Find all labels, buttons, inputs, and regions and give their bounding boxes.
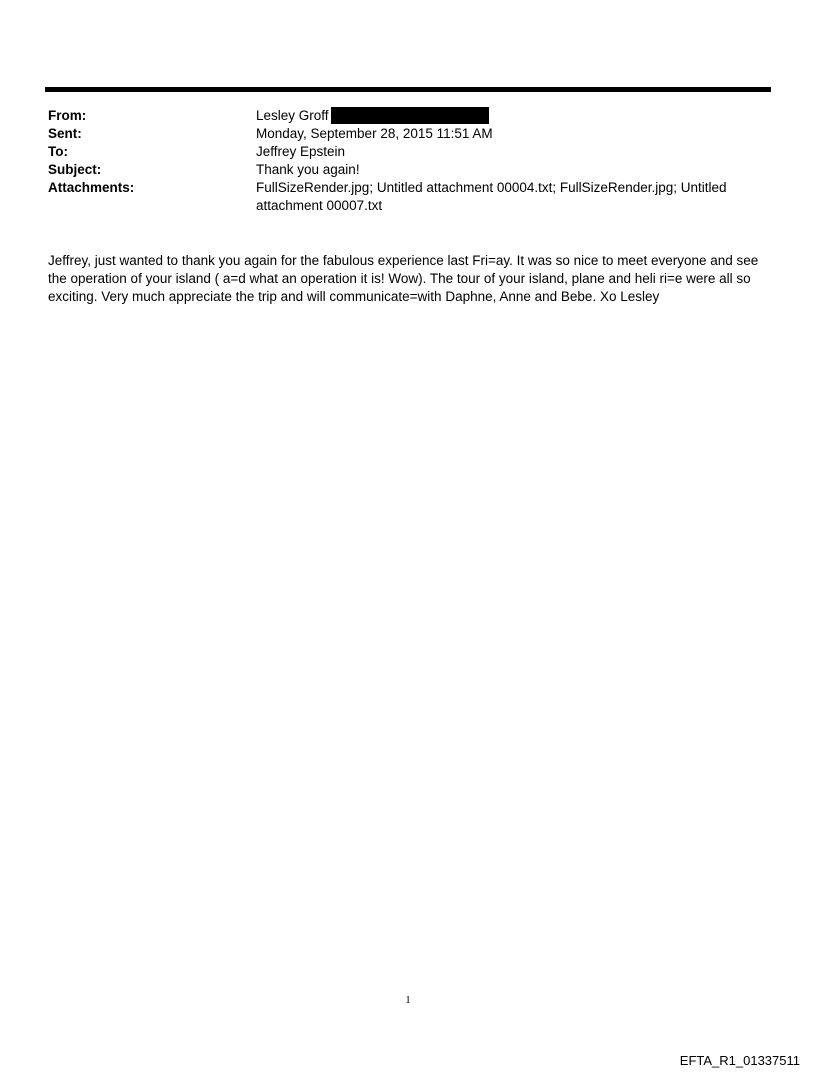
- to-value: Jeffrey Epstein: [256, 144, 346, 159]
- attachments-value: FullSizeRender.jpg; Untitled attachment 00004.txt; FullSizeRender.jpg; Untitled attachment 00007.txt: [256, 180, 727, 213]
- sent-value: Monday, September 28, 2015 11:51 AM: [256, 126, 493, 141]
- from-value-cell: [256, 107, 770, 125]
- document-id: EFTA_R1_01337511: [679, 1053, 800, 1068]
- header-row-to: [48, 143, 770, 161]
- page-number: 1: [405, 994, 411, 1006]
- subject-label: Subject:: [48, 162, 102, 177]
- header-divider: [45, 87, 771, 92]
- from-value: Lesley Groff: [256, 108, 329, 123]
- from-label: From:: [48, 108, 87, 123]
- email-header: [48, 107, 770, 215]
- header-row-from: [48, 107, 770, 125]
- to-label: To:: [48, 144, 68, 159]
- email-body: Jeffrey, just wanted to thank you again for the fabulous experience last Fri=ay. It was so nice to meet everyone and see the operation of your island ( a=d what an operation it is! Wow). The tour of your island, plane and heli ri=e were all so exciting. Very much appreciate the trip and will communicate=with Daphne, Anne and Bebe. Xo Lesley: [48, 253, 759, 304]
- header-row-subject: [48, 161, 770, 179]
- attachments-label: Attachments:: [48, 180, 135, 195]
- header-row-sent: [48, 125, 770, 143]
- subject-value: Thank you again!: [256, 162, 360, 177]
- header-row-attachments: [48, 179, 770, 215]
- redaction-block: [331, 107, 489, 124]
- sent-label: Sent:: [48, 126, 82, 141]
